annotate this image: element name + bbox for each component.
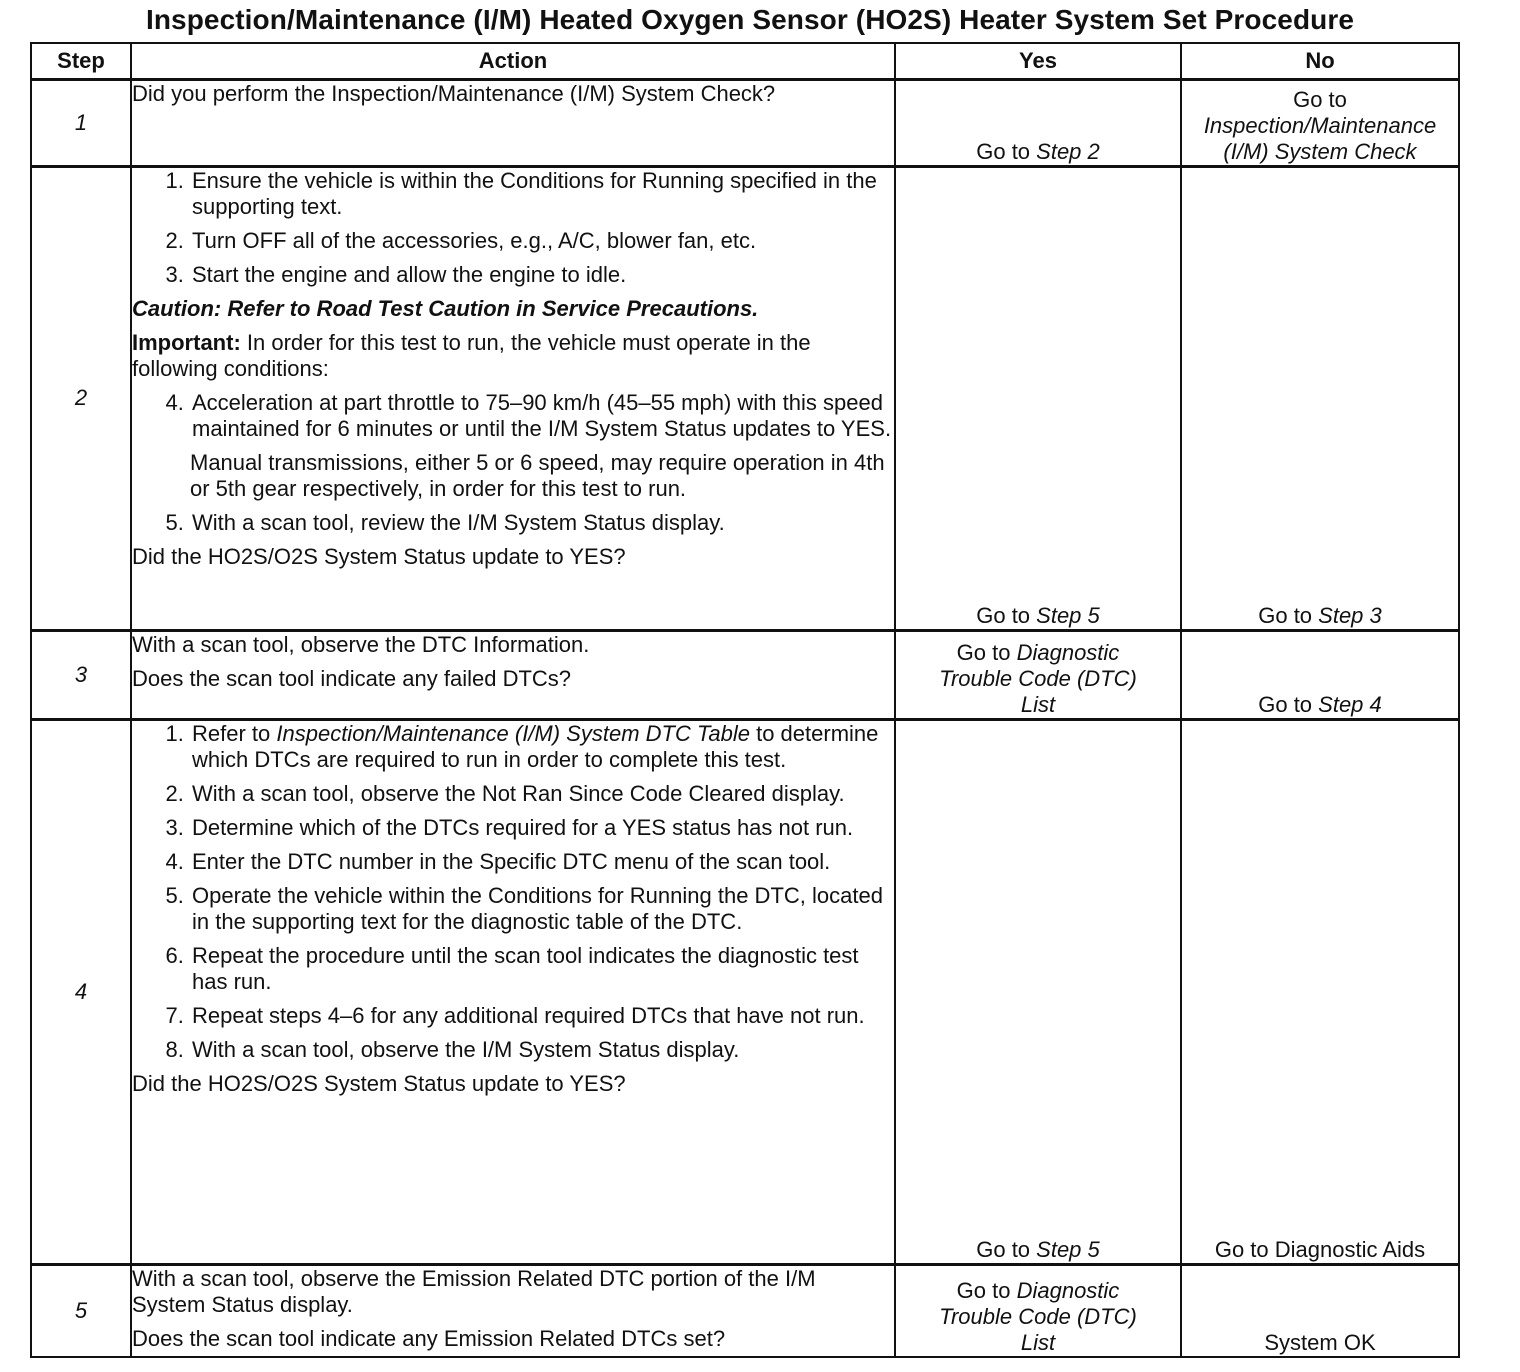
yes-link[interactable]: Step 2: [1036, 138, 1100, 164]
no-cell: [1181, 631, 1459, 720]
instruction-item: 4. Enter the DTC number in the Specific DTC menu of the scan tool.: [190, 849, 894, 875]
step-action: [131, 1264, 895, 1357]
dtc-table-link[interactable]: Inspection/Maintenance (I/M) System DTC Table: [276, 720, 750, 746]
step-question: Does the scan tool indicate any failed DTCs?: [132, 666, 572, 692]
instruction-list: [132, 510, 894, 536]
no-prefix: Go to: [1258, 691, 1319, 717]
yes-cell: [895, 1264, 1181, 1357]
no-cell: [1181, 719, 1459, 1264]
header-action: Action: [131, 43, 895, 80]
caution-text: Caution: Refer to Road Test Caution in Service Precautions.: [132, 295, 759, 321]
no-link[interactable]: Go to Diagnostic Aids: [1214, 1236, 1426, 1262]
instruction-list: [132, 390, 894, 442]
yes-prefix: Go to: [976, 1236, 1037, 1262]
instruction-item: 3. Determine which of the DTCs required for a YES status has not run.: [190, 815, 894, 841]
important-note: [132, 330, 894, 382]
step-number: 1: [31, 80, 131, 167]
important-label: Important:: [132, 329, 241, 355]
yes-cell: [895, 80, 1181, 167]
instruction-pre: Refer to: [192, 720, 277, 746]
action-text: With a scan tool, observe the DTC Information.: [132, 632, 590, 658]
no-cell: [1181, 166, 1459, 631]
step-row-2: [31, 166, 1459, 631]
step-row-3: [31, 631, 1459, 720]
header-no: No: [1181, 43, 1459, 80]
step-question: Did the HO2S/O2S System Status update to YES?: [132, 1070, 626, 1096]
instruction-item: 5. Operate the vehicle within the Conditions for Running the DTC, located in the supporting text for the diagnostic table of the DTC.: [190, 883, 894, 935]
step-action: [131, 631, 895, 720]
step-question: Did the HO2S/O2S System Status update to YES?: [132, 543, 626, 569]
yes-link[interactable]: Diagnostic Trouble Code (DTC) List: [939, 1278, 1137, 1355]
action-text: With a scan tool, observe the Emission Related DTC portion of the I/M System Status display.: [132, 1265, 816, 1317]
step-action: [131, 166, 895, 631]
procedure-table: [30, 42, 1460, 1358]
instruction-item: 4. Acceleration at part throttle to 75–90 km/h (45–55 mph) with this speed maintained for 6 minutes or until the I/M System Status updates to YES.: [190, 390, 894, 442]
instruction-list: [132, 168, 894, 288]
no-cell: [1181, 80, 1459, 167]
yes-cell: [895, 631, 1181, 720]
step-number: 5: [31, 1264, 131, 1357]
step-row-5: [31, 1264, 1459, 1357]
instruction-item: 2. With a scan tool, observe the Not Ran Since Code Cleared display.: [190, 781, 894, 807]
instruction-item: [190, 721, 894, 773]
yes-link[interactable]: Step 5: [1036, 1236, 1100, 1262]
yes-cell: [895, 166, 1181, 631]
no-link[interactable]: Step 3: [1318, 603, 1382, 629]
page-title: Inspection/Maintenance (I/M) Heated Oxygen Sensor (HO2S) Heater System Set Procedure: [145, 4, 1355, 35]
yes-prefix: Go to: [976, 138, 1037, 164]
instruction-item: 1. Ensure the vehicle is within the Conditions for Running specified in the supporting text.: [190, 168, 894, 220]
header-row: [31, 43, 1459, 80]
instruction-item: 7. Repeat steps 4–6 for any additional required DTCs that have not run.: [190, 1003, 894, 1029]
step-row-4: [31, 719, 1459, 1264]
instruction-list: [132, 721, 894, 1063]
step-number: 2: [31, 166, 131, 631]
instruction-item: 8. With a scan tool, observe the I/M System Status display.: [190, 1037, 894, 1063]
header-yes: Yes: [895, 43, 1181, 80]
step-row-1: [31, 80, 1459, 167]
no-prefix: Go to: [1258, 603, 1319, 629]
instruction-item: 3. Start the engine and allow the engine to idle.: [190, 262, 894, 288]
step-action: [131, 719, 895, 1264]
no-link[interactable]: Inspection/Maintenance (I/M) System Check: [1203, 112, 1437, 164]
step-question: Did you perform the Inspection/Maintenance (I/M) System Check?: [132, 81, 776, 106]
transmission-note: Manual transmissions, either 5 or 6 speed, may require operation in 4th or 5th gear respectively, in order for this test to run.: [190, 449, 885, 501]
no-prefix: Go to: [1293, 86, 1347, 112]
instruction-item: 5. With a scan tool, review the I/M System Status display.: [190, 510, 894, 536]
important-text: In order for this test to run, the vehicle must operate in the following conditions:: [132, 329, 811, 381]
header-step: Step: [31, 43, 131, 80]
step-question: Does the scan tool indicate any Emission Related DTCs set?: [132, 1325, 726, 1351]
yes-prefix: Go to: [956, 1278, 1017, 1303]
step-number: 4: [31, 719, 131, 1264]
step-number: 3: [31, 631, 131, 720]
yes-link[interactable]: Step 5: [1036, 603, 1100, 629]
yes-cell: [895, 719, 1181, 1264]
yes-prefix: Go to: [976, 603, 1037, 629]
instruction-post: to determine which DTCs are required to run in order to complete this test.: [192, 720, 879, 772]
no-link[interactable]: Step 4: [1318, 691, 1382, 717]
result-text: System OK: [1264, 1330, 1376, 1355]
instruction-item: 2. Turn OFF all of the accessories, e.g., A/C, blower fan, etc.: [190, 228, 894, 254]
instruction-item: 6. Repeat the procedure until the scan tool indicates the diagnostic test has run.: [190, 943, 894, 995]
no-cell: [1181, 1264, 1459, 1357]
step-action: [131, 80, 895, 167]
yes-link[interactable]: Diagnostic Trouble Code (DTC) List: [939, 639, 1137, 717]
yes-prefix: Go to: [956, 639, 1017, 665]
